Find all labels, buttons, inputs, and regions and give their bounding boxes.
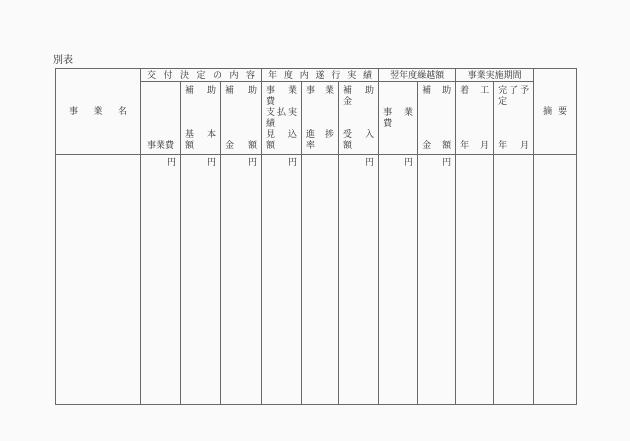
completion-plan-cell-content xyxy=(494,82,533,154)
cell-remarks xyxy=(534,155,577,405)
appendix-table xyxy=(55,68,577,405)
unit-label-carryover-project-cost: 円 xyxy=(404,157,414,167)
progress-rate-cell-content xyxy=(302,82,338,154)
group-header-implementation-period xyxy=(456,69,534,82)
cell-project-name xyxy=(56,155,141,405)
cell-subsidy-received xyxy=(339,155,379,405)
col-header-project-cost xyxy=(141,82,181,155)
cell-start-work xyxy=(456,155,494,405)
subsidy-base-cell-content xyxy=(181,82,220,154)
payment-estimate-line3: 見 込 額 xyxy=(266,129,298,150)
progress-rate-line1: 事 業 xyxy=(306,85,335,95)
remarks-cell-content xyxy=(534,69,576,154)
cell-subsidy-base xyxy=(181,155,221,405)
implementation-period-label: 事業実施期間 xyxy=(467,70,522,80)
carryover-project-cost-cell-content xyxy=(379,82,417,154)
subsidy-received-cell-content xyxy=(339,82,378,154)
col-header-subsidy-amount xyxy=(221,82,262,155)
carryover-project-cost-label: 事 業 費 xyxy=(383,107,414,128)
subsidy-base-line1: 補 助 xyxy=(185,85,216,95)
subsidy-amount-line2: 金 額 xyxy=(225,140,258,150)
project-name-label: 事 業 名 xyxy=(69,106,127,116)
completion-plan-line2: 年 月 xyxy=(498,140,530,150)
payment-estimate-line2: 支払実績 xyxy=(266,107,298,128)
cell-project-cost xyxy=(141,155,181,405)
cell-payment-estimate xyxy=(262,155,302,405)
payment-estimate-cell-content xyxy=(262,82,301,154)
col-header-project-name xyxy=(56,69,141,155)
start-work-line2: 年 月 xyxy=(460,140,490,150)
cell-progress-rate xyxy=(302,155,339,405)
cell-carryover-subsidy xyxy=(418,155,456,405)
unit-label-subsidy-received: 円 xyxy=(365,157,375,167)
project-cost-label: 事業費 xyxy=(146,140,174,150)
col-header-payment-estimate xyxy=(262,82,302,155)
col-header-carryover-project-cost xyxy=(379,82,418,155)
unit-label-project-cost: 円 xyxy=(166,157,176,167)
subsidy-amount-line1: 補 助 xyxy=(225,85,258,95)
col-header-remarks xyxy=(534,69,577,155)
cell-completion-plan xyxy=(494,155,534,405)
subsidy-received-line2: 受 入 額 xyxy=(343,129,375,150)
data-row xyxy=(56,155,577,405)
fiscal-year-results-label: 年 度 内 遂 行 実 績 xyxy=(268,70,373,80)
cell-carryover-project-cost xyxy=(379,155,418,405)
subsidy-base-line2: 基 本 額 xyxy=(185,129,216,150)
group-header-fiscal-year-results xyxy=(262,69,379,82)
group-header-grant-decision xyxy=(141,69,262,82)
table-title: 別表 xyxy=(53,55,73,66)
header-group-row xyxy=(56,69,577,82)
unit-label-subsidy-amount: 円 xyxy=(248,157,258,167)
carryover-subsidy-line1: 補 助 xyxy=(422,85,452,95)
cell-subsidy-amount xyxy=(221,155,262,405)
unit-label-subsidy-base: 円 xyxy=(206,157,216,167)
col-header-subsidy-base xyxy=(181,82,221,155)
remarks-label: 摘 要 xyxy=(543,106,568,116)
unit-label-carryover-subsidy: 円 xyxy=(442,157,452,167)
start-work-cell-content xyxy=(456,82,493,154)
col-header-start-work xyxy=(456,82,494,155)
unit-label-payment-estimate: 円 xyxy=(288,157,298,167)
subsidy-received-line1: 補 助 金 xyxy=(343,85,375,106)
project-name-cell-content xyxy=(56,69,140,154)
col-header-progress-rate xyxy=(302,82,339,155)
progress-rate-line2: 進 捗 率 xyxy=(306,129,335,150)
payment-estimate-line1: 事 業 費 xyxy=(266,85,298,106)
next-fy-carryover-label: 翌年度繰越額 xyxy=(390,70,445,80)
col-header-completion-plan xyxy=(494,82,534,155)
group-header-next-fy-carryover xyxy=(379,69,456,82)
carryover-subsidy-line2: 金 額 xyxy=(422,140,452,150)
completion-plan-line1: 完了予定 xyxy=(498,85,530,106)
col-header-subsidy-received xyxy=(339,82,379,155)
col-header-carryover-subsidy xyxy=(418,82,456,155)
grant-decision-label: 交 付 決 定 の 内 容 xyxy=(147,70,256,80)
project-cost-cell-content xyxy=(141,82,180,154)
carryover-subsidy-cell-content xyxy=(418,82,455,154)
subsidy-amount-cell-content xyxy=(221,82,261,154)
start-work-line1: 着 工 xyxy=(460,85,490,95)
